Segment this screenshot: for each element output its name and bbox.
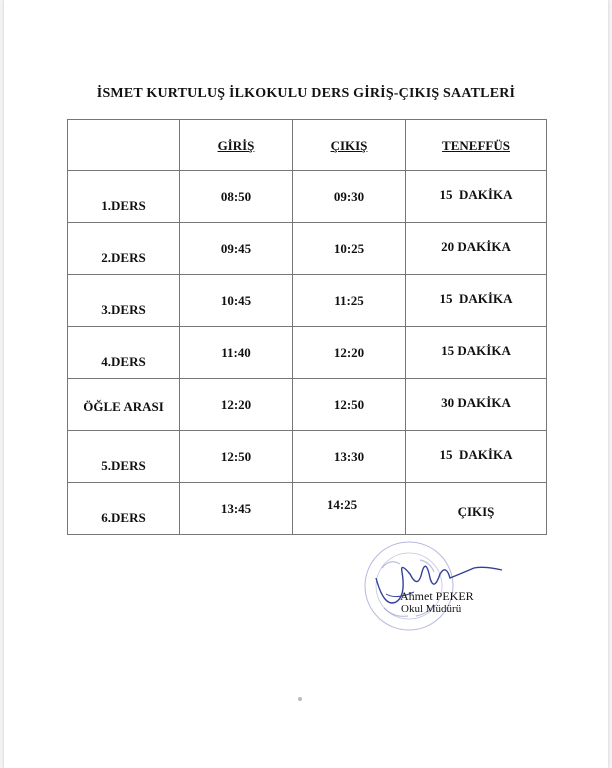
giris-cell — [180, 223, 293, 275]
giris-time: 10:45 — [220, 293, 252, 308]
table-row — [68, 275, 547, 327]
cikis-time: 09:30 — [333, 189, 365, 204]
ders-cell — [68, 379, 180, 431]
ders-cell — [68, 223, 180, 275]
table-row — [68, 379, 547, 431]
official-stamp-icon — [364, 538, 514, 638]
teneffus-duration: 15 DAKİKA — [441, 343, 511, 358]
cikis-time: 11:25 — [334, 293, 364, 308]
teneffus-duration: 20 DAKİKA — [441, 239, 511, 254]
teneffus-cell — [406, 431, 547, 483]
giris-cell — [180, 275, 293, 327]
ders-cell — [68, 275, 180, 327]
cikis-time: 10:25 — [333, 241, 365, 256]
giris-cell — [180, 327, 293, 379]
ders-label: 2.DERS — [101, 250, 146, 265]
cikis-time: 13:30 — [333, 449, 365, 464]
schedule-table — [67, 119, 547, 535]
cikis-cell — [293, 327, 406, 379]
header-cell-cikis: ÇIKIŞ — [293, 120, 406, 171]
teneffus-cell — [406, 223, 547, 275]
ders-label: 1.DERS — [101, 198, 146, 213]
cikis-cell — [293, 431, 406, 483]
signatory-name: Ahmet PEKER — [400, 589, 474, 603]
teneffus-duration: 30 DAKİKA — [441, 395, 511, 410]
teneffus-cell — [406, 327, 547, 379]
ders-label: ÖĞLE ARASI — [83, 399, 164, 414]
ders-cell — [68, 171, 180, 223]
giris-time: 09:45 — [220, 241, 252, 256]
cikis-cell — [293, 223, 406, 275]
ders-cell — [68, 483, 180, 535]
teneffus-cell — [406, 483, 547, 535]
giris-time: 12:50 — [220, 449, 252, 464]
teneffus-duration: ÇIKIŞ — [457, 504, 495, 519]
giris-cell — [180, 431, 293, 483]
ders-label: 5.DERS — [101, 458, 146, 473]
signature-block — [364, 538, 514, 638]
paper-speck — [298, 697, 302, 701]
cikis-time: 14:25 — [326, 497, 358, 512]
teneffus-cell — [406, 275, 547, 327]
table-row — [68, 483, 547, 535]
giris-time: 08:50 — [220, 189, 252, 204]
cikis-cell — [293, 483, 406, 535]
ders-label: 3.DERS — [101, 302, 146, 317]
cikis-cell — [293, 379, 406, 431]
signatory-role: Okul Müdürü — [401, 603, 462, 615]
table-row — [68, 431, 547, 483]
cikis-time: 12:20 — [333, 345, 365, 360]
cikis-time: 12:50 — [333, 397, 365, 412]
table-header-row — [68, 120, 547, 171]
teneffus-cell — [406, 171, 547, 223]
cikis-cell — [293, 275, 406, 327]
teneffus-duration: 15 DAKİKA — [439, 447, 513, 462]
ders-label: 6.DERS — [101, 510, 146, 525]
giris-time: 11:40 — [221, 345, 251, 360]
giris-time: 13:45 — [220, 501, 252, 516]
ders-label: 4.DERS — [101, 354, 146, 369]
giris-cell — [180, 171, 293, 223]
header-cell-empty — [68, 120, 180, 171]
giris-time: 12:20 — [220, 397, 252, 412]
header-cell-giris: GİRİŞ — [180, 120, 293, 171]
ders-cell — [68, 327, 180, 379]
header-cell-teneffus: TENEFFÜS — [406, 120, 547, 171]
teneffus-duration: 15 DAKİKA — [439, 187, 513, 202]
cikis-cell — [293, 171, 406, 223]
table-row — [68, 171, 547, 223]
table-row — [68, 327, 547, 379]
giris-cell — [180, 379, 293, 431]
teneffus-duration: 15 DAKİKA — [439, 291, 513, 306]
table-row — [68, 223, 547, 275]
teneffus-cell — [406, 379, 547, 431]
ders-cell — [68, 431, 180, 483]
document-title: İSMET KURTULUŞ İLKOKULU DERS GİRİŞ-ÇIKIŞ SAATLERİ — [96, 86, 516, 101]
giris-cell — [180, 483, 293, 535]
